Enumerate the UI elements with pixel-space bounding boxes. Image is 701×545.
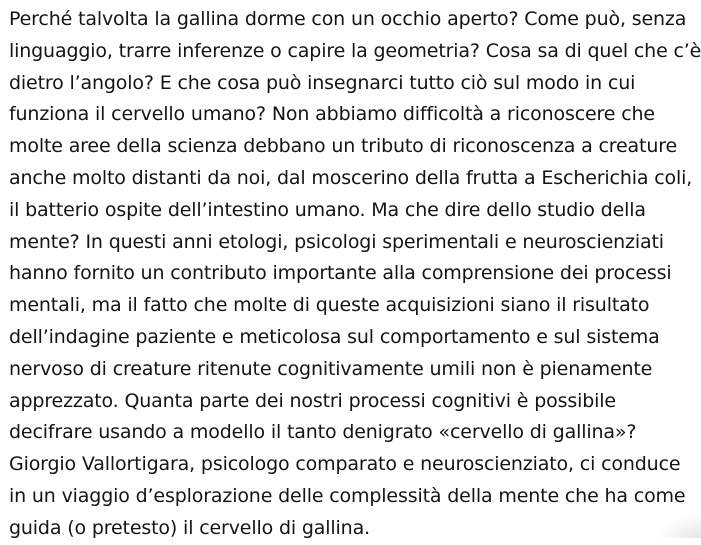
text-line: funziona il cervello umano? Non abbiamo difficoltà a riconoscere che bbox=[9, 103, 655, 126]
text-line: Giorgio Vallortigara, psicologo comparato e neuroscienziato, ci conduce bbox=[9, 453, 681, 476]
text-line: nervoso di creature ritenute cognitivamente umili non è pienamente bbox=[9, 357, 653, 380]
page-corner-shadow bbox=[661, 516, 701, 538]
text-line: guida (o pretesto) il cervello di gallina. bbox=[9, 516, 370, 539]
text-line: il batterio ospite dell’intestino umano. Ma che dire dello studio della bbox=[9, 198, 646, 221]
text-line: anche molto distanti da noi, dal moscerino della frutta a Escherichia coli, bbox=[9, 166, 693, 189]
text-line: mente? In questi anni etologi, psicologi sperimentali e neuroscienziati bbox=[9, 230, 664, 253]
body-paragraph bbox=[9, 4, 699, 545]
text-line: dell’indagine paziente e meticolosa sul comportamento e sul sistema bbox=[9, 325, 660, 348]
text-line: linguaggio, trarre inferenze o capire la geometria? Cosa sa di quel che c’è bbox=[9, 39, 701, 62]
text-line: Perché talvolta la gallina dorme con un occhio aperto? Come può, senza bbox=[9, 8, 687, 30]
text-line: mentali, ma il fatto che molte di queste acquisizioni siano il risultato bbox=[9, 294, 650, 317]
text-line: in un viaggio d’esplorazione delle complessità della mente che ha come bbox=[9, 484, 686, 507]
text-line: hanno fornito un contributo importante alla comprensione dei processi bbox=[9, 262, 672, 285]
text-line: decifrare usando a modello il tanto denigrato «cervello di gallina»? bbox=[9, 421, 637, 444]
text-line: dietro l’angolo? E che cosa può insegnarci tutto ciò sul modo in cui bbox=[9, 71, 636, 94]
text-line: molte aree della scienza debbano un tributo di riconoscenza a creature bbox=[9, 135, 678, 158]
text-line: apprezzato. Quanta parte dei nostri processi cognitivi è possibile bbox=[9, 389, 616, 412]
